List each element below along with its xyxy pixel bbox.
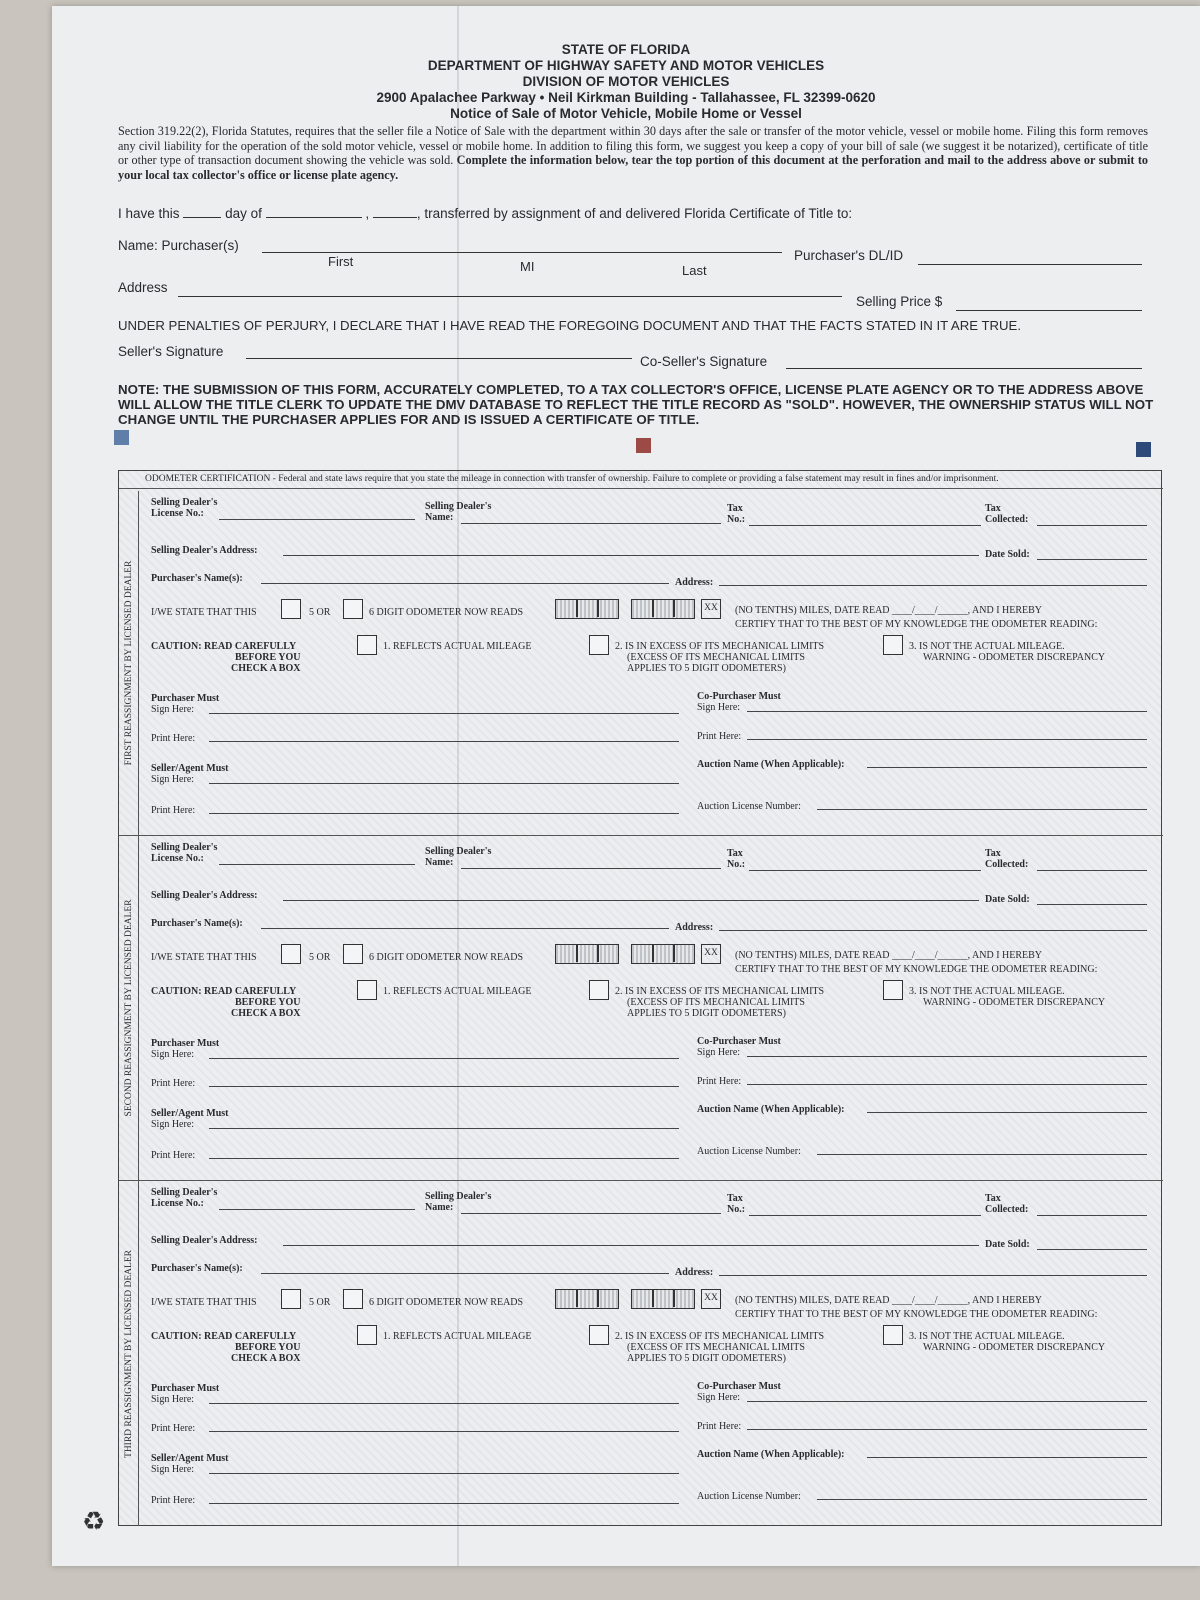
auction-license-label: Auction License Number: — [697, 801, 801, 812]
opt2-3-text: APPLIES TO 5 DIGIT ODOMETERS) — [627, 663, 786, 674]
dealer-name-label — [425, 1191, 491, 1213]
five-digit-checkbox[interactable] — [281, 1289, 301, 1309]
five-digit-checkbox[interactable] — [281, 944, 301, 964]
dealer-license-2-text: License No.: — [151, 1198, 204, 1209]
six-digit-label: 6 DIGIT ODOMETER NOW READS — [369, 1297, 524, 1308]
dealer-address-field[interactable] — [283, 555, 979, 556]
odometer-digits-right[interactable] — [631, 944, 695, 964]
seller-sign-field[interactable] — [209, 1128, 679, 1129]
section-side-label — [119, 1181, 139, 1526]
auction-name-field[interactable] — [867, 767, 1147, 768]
dealer-name-1-text: Selling Dealer's — [425, 501, 492, 512]
seller-sign-field[interactable] — [209, 1473, 679, 1474]
opt2-2-text: (EXCESS OF ITS MECHANICAL LIMITS — [627, 652, 805, 663]
tax-collected-1-text: Tax — [985, 848, 1001, 859]
auction-name-label: Auction Name (When Applicable): — [697, 759, 845, 770]
mechanical-limits-checkbox[interactable] — [589, 635, 609, 655]
mechanical-limits-checkbox[interactable] — [589, 980, 609, 1000]
mechanical-limits-label — [615, 1331, 824, 1364]
copurchaser-print-label: Print Here: — [697, 1421, 742, 1432]
auction-name-field[interactable] — [867, 1112, 1147, 1113]
six-digit-label: 6 DIGIT ODOMETER NOW READS — [369, 952, 524, 963]
tax-no-field[interactable] — [749, 870, 981, 871]
not-actual-label — [909, 641, 1105, 663]
five-or-label: 5 OR — [309, 1297, 331, 1308]
transfer-label-1: I have this — [118, 206, 180, 221]
state-this-label: I/WE STATE THAT THIS — [151, 1297, 257, 1308]
date-sold-field[interactable] — [1037, 1249, 1147, 1250]
copurchaser-print-field[interactable] — [747, 1429, 1147, 1430]
tax-collected-label — [985, 503, 1028, 525]
date-sold-label: Date Sold: — [985, 894, 1030, 905]
copurchaser-must-label — [697, 1381, 781, 1403]
coseller-signature-field[interactable] — [786, 368, 1142, 369]
tax-collected-2-text: Collected: — [985, 859, 1029, 870]
purchaser-names-field[interactable] — [261, 928, 669, 929]
purchaser-name-label: Name: Purchaser(s) — [118, 238, 239, 253]
form-header — [52, 42, 1200, 122]
purchaser-print-field[interactable] — [209, 1086, 679, 1087]
tax-no-2-text: No.: — [727, 514, 746, 525]
six-digit-checkbox[interactable] — [343, 944, 363, 964]
six-digit-checkbox[interactable] — [343, 1289, 363, 1309]
sign-here-text: Sign Here: — [151, 1049, 195, 1060]
purchaser-must-label — [151, 1038, 219, 1060]
transfer-label-2: day of — [225, 206, 262, 221]
last-caption: Last — [682, 263, 707, 278]
not-actual-checkbox[interactable] — [883, 980, 903, 1000]
seller-agent-text: Seller/Agent Must — [151, 1453, 229, 1464]
caution-3-text: CHECK A BOX — [231, 1008, 301, 1019]
caution-2-text: BEFORE YOU — [235, 1342, 301, 1353]
caution-label — [151, 1331, 300, 1364]
address-label: Address: — [675, 577, 714, 588]
address-field[interactable] — [178, 296, 842, 297]
dealer-name-2-text: Name: — [425, 1202, 454, 1213]
tax-collected-field[interactable] — [1037, 1215, 1147, 1216]
dealer-license-1-text: Selling Dealer's — [151, 497, 218, 508]
dealer-name-label — [425, 846, 491, 868]
copurchaser-print-label: Print Here: — [697, 731, 742, 742]
address-field[interactable] — [719, 1275, 1147, 1276]
purchaser-names-label: Purchaser's Name(s): — [151, 573, 243, 584]
dealer-license-1-text: Selling Dealer's — [151, 842, 218, 853]
side-label-text: THIRD REASSIGNMENT BY LICENSED DEALER — [123, 1249, 134, 1458]
section-side-label — [119, 836, 139, 1180]
dealer-name-label — [425, 501, 491, 523]
opt2-3-text: APPLIES TO 5 DIGIT ODOMETERS) — [627, 1008, 786, 1019]
transfer-label-4: , transferred by assignment of and delivered Florida Certificate of Title to: — [416, 206, 853, 221]
opt2-3-text: APPLIES TO 5 DIGIT ODOMETERS) — [627, 1353, 786, 1364]
state-this-label: I/WE STATE THAT THIS — [151, 607, 257, 618]
purchaser-print-label: Print Here: — [151, 1078, 196, 1089]
intro-text: Section 319.22(2), Florida Statutes, requires that the seller file a Notice of Sale with the department within 30 days after the sale or transfer of the motor vehicle, vessel or mobile home. Filing this form removes any civil liability for the operation of the sold motor vehicle, vessel or mobile home. In addition to filing this form, we suggest you keep a copy of your bill of sale (we suggest it be notarized), certificate of title or other type of transaction document showing the vehicle was sold. — [118, 124, 1148, 167]
dealer-name-field[interactable] — [461, 1213, 721, 1214]
five-or-label: 5 OR — [309, 952, 331, 963]
navy-registration-square — [1136, 442, 1151, 457]
side-label-text: SECOND REASSIGNMENT BY LICENSED DEALER — [123, 899, 134, 1117]
seller-sign-field[interactable] — [209, 783, 679, 784]
copurchaser-sign-field[interactable] — [747, 1401, 1147, 1402]
odometer-tenths-xx: XX — [701, 944, 721, 964]
notice-of-sale-form — [52, 6, 1200, 1566]
tax-no-field[interactable] — [749, 525, 981, 526]
purchaser-names-field[interactable] — [261, 1273, 669, 1274]
opt3-2-text: WARNING - ODOMETER DISCREPANCY — [923, 652, 1106, 663]
dealer-address-label: Selling Dealer's Address: — [151, 890, 258, 901]
tax-no-2-text: No.: — [727, 1204, 746, 1215]
not-actual-checkbox[interactable] — [883, 1325, 903, 1345]
caution-2-text: BEFORE YOU — [235, 997, 301, 1008]
date-sold-field[interactable] — [1037, 559, 1147, 560]
six-digit-label: 6 DIGIT ODOMETER NOW READS — [369, 607, 524, 618]
seller-signature-label: Seller's Signature — [118, 344, 224, 359]
not-actual-checkbox[interactable] — [883, 635, 903, 655]
purchaser-sign-field[interactable] — [209, 713, 679, 714]
seller-agent-text: Seller/Agent Must — [151, 1108, 229, 1119]
seller-print-label: Print Here: — [151, 1150, 196, 1161]
opt2-2-text: (EXCESS OF ITS MECHANICAL LIMITS — [627, 1342, 805, 1353]
caution-label — [151, 986, 300, 1019]
tax-collected-1-text: Tax — [985, 1193, 1001, 1204]
no-tenths-label: (NO TENTHS) MILES, DATE READ ____/____/______, AND I HEREBY — [735, 605, 1043, 616]
dealer-address-label: Selling Dealer's Address: — [151, 1235, 258, 1246]
date-sold-field[interactable] — [1037, 904, 1147, 905]
odometer-digits-right[interactable] — [631, 599, 695, 619]
seller-agent-label — [151, 763, 229, 785]
address-field[interactable] — [719, 930, 1147, 931]
opt2-1-text: 2. IS IN EXCESS OF ITS MECHANICAL LIMITS — [615, 641, 825, 652]
certify-label: CERTIFY THAT TO THE BEST OF MY KNOWLEDGE THE ODOMETER READING: — [735, 964, 1098, 975]
seller-print-field[interactable] — [209, 1158, 679, 1159]
odometer-certification-form — [118, 470, 1162, 1526]
seller-sign-text: Sign Here: — [151, 1119, 195, 1130]
copurchaser-sign-field[interactable] — [747, 711, 1147, 712]
purchaser-must-text: Purchaser Must — [151, 1038, 220, 1049]
transfer-label-3: , — [365, 206, 370, 221]
dealer-license-field[interactable] — [219, 864, 415, 865]
tax-no-2-text: No.: — [727, 859, 746, 870]
perjury-statement: UNDER PENALTIES OF PERJURY, I DECLARE THAT I HAVE READ THE FOREGOING DOCUMENT AND THAT THE FACTS STATED IN IT ARE TRUE. — [118, 318, 1022, 333]
address-label: Address: — [675, 1267, 714, 1278]
copurchaser-print-field[interactable] — [747, 1084, 1147, 1085]
actual-mileage-checkbox[interactable] — [357, 980, 377, 1000]
no-tenths-label: (NO TENTHS) MILES, DATE READ ____/____/______, AND I HEREBY — [735, 1295, 1043, 1306]
mechanical-limits-label — [615, 986, 824, 1019]
tax-collected-1-text: Tax — [985, 503, 1001, 514]
seller-agent-label — [151, 1453, 229, 1475]
header-form-title: Notice of Sale of Motor Vehicle, Mobile Home or Vessel — [450, 106, 802, 121]
caution-1-text: CAUTION: READ CAREFULLY — [151, 641, 297, 652]
dealer-license-label — [151, 842, 217, 864]
header-division: DIVISION OF MOTOR VEHICLES — [522, 74, 730, 89]
seller-agent-text: Seller/Agent Must — [151, 763, 229, 774]
purchaser-print-field[interactable] — [209, 1431, 679, 1432]
odometer-digits-left[interactable] — [555, 944, 619, 964]
dealer-license-label — [151, 1187, 217, 1209]
dealer-name-1-text: Selling Dealer's — [425, 846, 492, 857]
dealer-license-2-text: License No.: — [151, 853, 204, 864]
odometer-digits-left[interactable] — [555, 1289, 619, 1309]
red-registration-square — [636, 438, 651, 453]
actual-mileage-checkbox[interactable] — [357, 635, 377, 655]
dealer-address-label: Selling Dealer's Address: — [151, 545, 258, 556]
copurchaser-must-label — [697, 1036, 781, 1058]
not-actual-label — [909, 986, 1105, 1008]
tax-no-label — [727, 848, 745, 870]
odometer-tenths-xx: XX — [701, 1289, 721, 1309]
reassignment-section-3 — [119, 1181, 1163, 1526]
purchaser-dl-field[interactable] — [918, 264, 1142, 265]
caution-label — [151, 641, 300, 674]
opt2-1-text: 2. IS IN EXCESS OF ITS MECHANICAL LIMITS — [615, 1331, 825, 1342]
state-this-label: I/WE STATE THAT THIS — [151, 952, 257, 963]
caution-1-text: CAUTION: READ CAREFULLY — [151, 1331, 297, 1342]
sign-here-text: Sign Here: — [151, 704, 195, 715]
co-sign-here-text: Sign Here: — [697, 1047, 741, 1058]
copurchaser-must-text: Co-Purchaser Must — [697, 1036, 781, 1047]
dealer-license-label — [151, 497, 217, 519]
five-digit-checkbox[interactable] — [281, 599, 301, 619]
auction-license-field[interactable] — [817, 1499, 1147, 1500]
copurchaser-must-text: Co-Purchaser Must — [697, 691, 781, 702]
purchaser-names-label: Purchaser's Name(s): — [151, 918, 243, 929]
date-sold-label: Date Sold: — [985, 549, 1030, 560]
year-field[interactable] — [373, 206, 417, 218]
tax-collected-label — [985, 848, 1028, 870]
dealer-license-field[interactable] — [219, 519, 415, 520]
six-digit-checkbox[interactable] — [343, 599, 363, 619]
opt3-1-text: 3. IS NOT THE ACTUAL MILEAGE. — [909, 641, 1065, 652]
mechanical-limits-label — [615, 641, 824, 674]
purchaser-must-text: Purchaser Must — [151, 693, 220, 704]
header-state: STATE OF FLORIDA — [561, 42, 691, 57]
day-field[interactable] — [183, 206, 221, 218]
address-label: Address: — [675, 922, 714, 933]
seller-sign-text: Sign Here: — [151, 1464, 195, 1475]
seller-print-field[interactable] — [209, 813, 679, 814]
copurchaser-print-field[interactable] — [747, 739, 1147, 740]
seller-print-label: Print Here: — [151, 1495, 196, 1506]
note-paragraph: NOTE: THE SUBMISSION OF THIS FORM, ACCURATELY COMPLETED, TO A TAX COLLECTOR'S OFFICE, LICENSE PLATE AGENCY OR TO THE ADDRESS ABOVE WILL ALLOW THE TITLE CLERK TO UPDATE THE DMV DATABASE TO REFLECT THE TITLE RECORD AS "SOLD". HOWEVER, THE OWNERSHIP STATUS WILL NOT CHANGE UNTIL THE PURCHASER APPLIES FOR AND IS ISSUED A CERTIFICATE OF TITLE. — [118, 382, 1154, 427]
purchaser-must-label — [151, 693, 219, 715]
address-label: Address — [118, 280, 168, 295]
tax-no-1-text: Tax — [727, 848, 743, 859]
address-field[interactable] — [719, 585, 1147, 586]
section-side-label — [119, 491, 139, 835]
tax-no-label — [727, 1193, 745, 1215]
not-actual-label — [909, 1331, 1105, 1353]
caution-3-text: CHECK A BOX — [231, 1353, 301, 1364]
tax-collected-label — [985, 1193, 1028, 1215]
dealer-name-2-text: Name: — [425, 512, 454, 523]
blue-registration-square — [114, 430, 129, 445]
intro-bold-text: Complete the information below, tear the top portion of this document at the perforation and mail to the address above or submit to your local tax collector's office or license plate agency. — [118, 153, 1149, 182]
seller-print-field[interactable] — [209, 1503, 679, 1504]
tax-collected-field[interactable] — [1037, 870, 1147, 871]
dealer-name-1-text: Selling Dealer's — [425, 1191, 492, 1202]
date-sold-label: Date Sold: — [985, 1239, 1030, 1250]
auction-license-field[interactable] — [817, 1154, 1147, 1155]
tax-no-field[interactable] — [749, 1215, 981, 1216]
seller-print-label: Print Here: — [151, 805, 196, 816]
header-address: 2900 Apalachee Parkway • Neil Kirkman Building - Tallahassee, FL 32399-0620 — [376, 90, 876, 105]
copurchaser-sign-field[interactable] — [747, 1056, 1147, 1057]
intro-paragraph — [118, 124, 1148, 182]
purchaser-print-label: Print Here: — [151, 733, 196, 744]
purchaser-sign-field[interactable] — [209, 1403, 679, 1404]
auction-license-field[interactable] — [817, 809, 1147, 810]
selling-price-label: Selling Price $ — [856, 294, 943, 309]
auction-license-label: Auction License Number: — [697, 1491, 801, 1502]
actual-mileage-label: 1. REFLECTS ACTUAL MILEAGE — [383, 986, 532, 997]
copurchaser-must-text: Co-Purchaser Must — [697, 1381, 781, 1392]
month-field[interactable] — [266, 206, 362, 218]
actual-mileage-checkbox[interactable] — [357, 1325, 377, 1345]
reassignment-section-1 — [119, 491, 1163, 836]
tax-no-1-text: Tax — [727, 503, 743, 514]
dealer-license-2-text: License No.: — [151, 508, 204, 519]
purchaser-print-field[interactable] — [209, 741, 679, 742]
dealer-name-2-text: Name: — [425, 857, 454, 868]
opt3-2-text: WARNING - ODOMETER DISCREPANCY — [923, 1342, 1106, 1353]
auction-name-label: Auction Name (When Applicable): — [697, 1449, 845, 1460]
seller-signature-field[interactable] — [246, 358, 632, 359]
purchaser-sign-field[interactable] — [209, 1058, 679, 1059]
actual-mileage-label: 1. REFLECTS ACTUAL MILEAGE — [383, 1331, 532, 1342]
side-label-text: FIRST REASSIGNMENT BY LICENSED DEALER — [123, 560, 134, 766]
certify-label: CERTIFY THAT TO THE BEST OF MY KNOWLEDGE THE ODOMETER READING: — [735, 619, 1098, 630]
tax-collected-field[interactable] — [1037, 525, 1147, 526]
dealer-license-1-text: Selling Dealer's — [151, 1187, 218, 1198]
purchaser-dl-label: Purchaser's DL/ID — [794, 248, 904, 263]
sign-here-text: Sign Here: — [151, 1394, 195, 1405]
tax-collected-2-text: Collected: — [985, 1204, 1029, 1215]
tax-collected-2-text: Collected: — [985, 514, 1029, 525]
header-department: DEPARTMENT OF HIGHWAY SAFETY AND MOTOR VEHICLES — [427, 58, 825, 73]
caution-2-text: BEFORE YOU — [235, 652, 301, 663]
opt3-1-text: 3. IS NOT THE ACTUAL MILEAGE. — [909, 986, 1065, 997]
opt3-2-text: WARNING - ODOMETER DISCREPANCY — [923, 997, 1106, 1008]
first-caption: First — [328, 254, 354, 269]
dealer-name-field[interactable] — [461, 868, 721, 869]
dealer-address-field[interactable] — [283, 1245, 979, 1246]
mi-caption: MI — [520, 259, 535, 274]
auction-name-field[interactable] — [867, 1457, 1147, 1458]
opt2-2-text: (EXCESS OF ITS MECHANICAL LIMITS — [627, 997, 805, 1008]
recycle-icon: ♻ — [82, 1506, 106, 1536]
selling-price-field[interactable] — [956, 310, 1142, 311]
odometer-tenths-xx: XX — [701, 599, 721, 619]
odometer-digits-left[interactable] — [555, 599, 619, 619]
transfer-row — [118, 206, 852, 221]
actual-mileage-label: 1. REFLECTS ACTUAL MILEAGE — [383, 641, 532, 652]
opt3-1-text: 3. IS NOT THE ACTUAL MILEAGE. — [909, 1331, 1065, 1342]
co-sign-here-text: Sign Here: — [697, 702, 741, 713]
dealer-license-field[interactable] — [219, 1209, 415, 1210]
seller-agent-label — [151, 1108, 229, 1130]
five-or-label: 5 OR — [309, 607, 331, 618]
purchaser-names-label: Purchaser's Name(s): — [151, 1263, 243, 1274]
copurchaser-print-label: Print Here: — [697, 1076, 742, 1087]
purchaser-name-field[interactable] — [262, 252, 782, 253]
no-tenths-label: (NO TENTHS) MILES, DATE READ ____/____/______, AND I HEREBY — [735, 950, 1043, 961]
mechanical-limits-checkbox[interactable] — [589, 1325, 609, 1345]
tax-no-label — [727, 503, 745, 525]
auction-license-label: Auction License Number: — [697, 1146, 801, 1157]
coseller-signature-label: Co-Seller's Signature — [640, 354, 768, 369]
tax-no-1-text: Tax — [727, 1193, 743, 1204]
certify-label: CERTIFY THAT TO THE BEST OF MY KNOWLEDGE THE ODOMETER READING: — [735, 1309, 1098, 1320]
purchaser-must-text: Purchaser Must — [151, 1383, 220, 1394]
seller-sign-text: Sign Here: — [151, 774, 195, 785]
dealer-name-field[interactable] — [461, 523, 721, 524]
co-sign-here-text: Sign Here: — [697, 1392, 741, 1403]
dealer-address-field[interactable] — [283, 900, 979, 901]
copurchaser-must-label — [697, 691, 781, 713]
caution-3-text: CHECK A BOX — [231, 663, 301, 674]
purchaser-must-label — [151, 1383, 219, 1405]
auction-name-label: Auction Name (When Applicable): — [697, 1104, 845, 1115]
opt2-1-text: 2. IS IN EXCESS OF ITS MECHANICAL LIMITS — [615, 986, 825, 997]
reassignment-section-2 — [119, 836, 1163, 1181]
odometer-certification-title: ODOMETER CERTIFICATION - Federal and state laws require that you state the mileage in connection with transfer of ownership. Failure to complete or providing a false statement may result in fines and/or imprisonment. — [119, 471, 1163, 489]
purchaser-print-label: Print Here: — [151, 1423, 196, 1434]
purchaser-names-field[interactable] — [261, 583, 669, 584]
odometer-digits-right[interactable] — [631, 1289, 695, 1309]
caution-1-text: CAUTION: READ CAREFULLY — [151, 986, 297, 997]
